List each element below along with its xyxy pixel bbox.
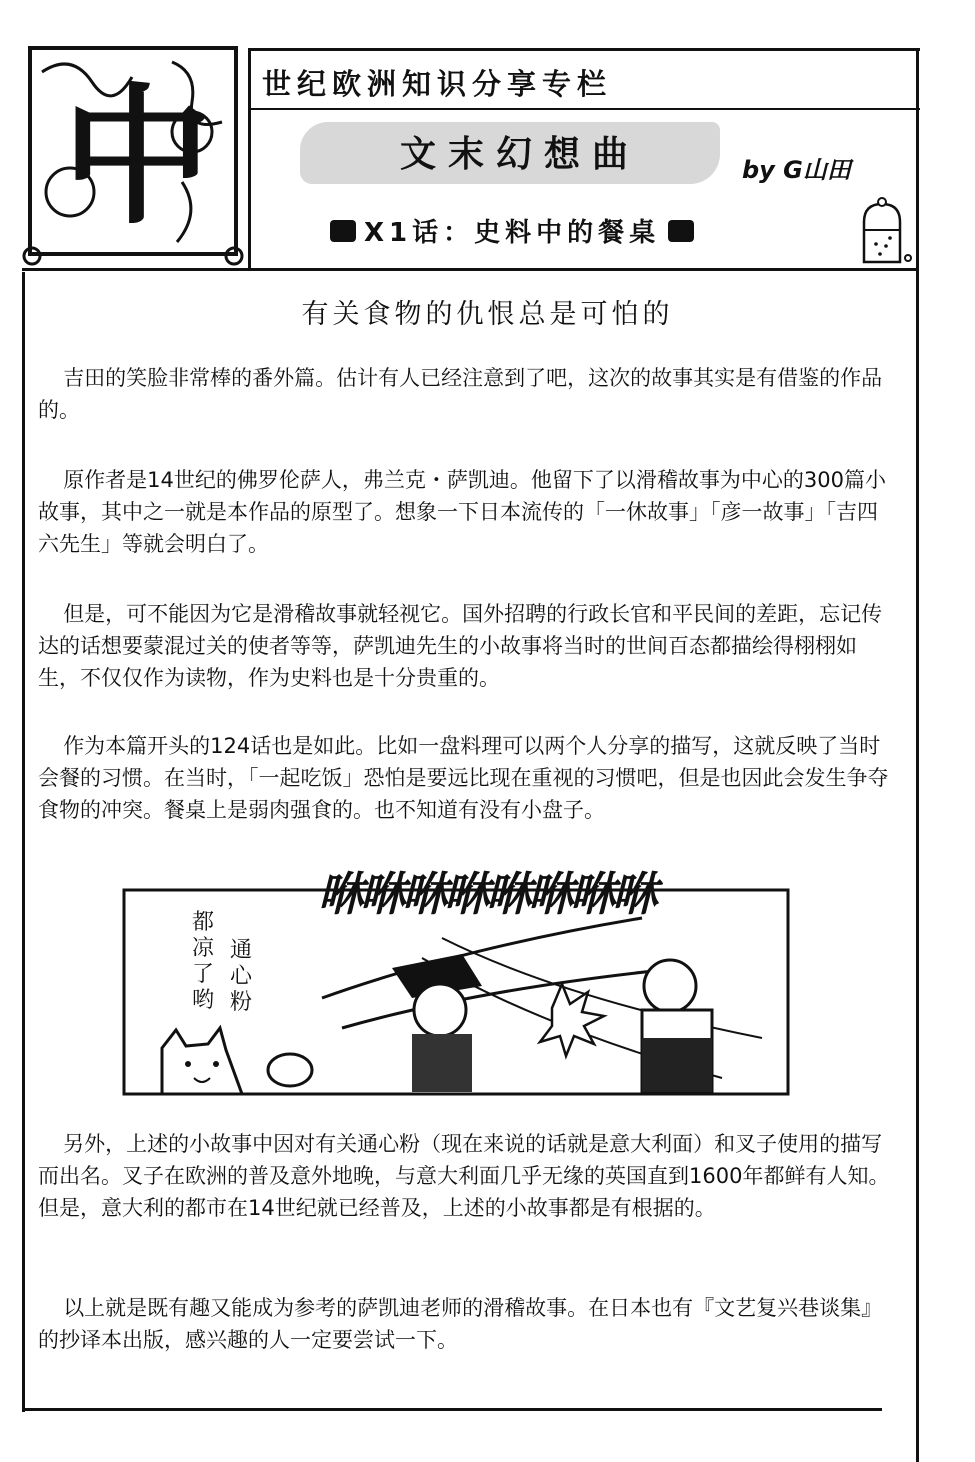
frame-top-line xyxy=(248,48,920,51)
comic-caption-right: 通心粉 xyxy=(230,938,253,1015)
column-title: 文末幻想曲 xyxy=(399,134,640,175)
paragraph-4: 作为本篇开头的124话也是如此。比如一盘料理可以两个人分享的描写，这就反映了当时会餐的习惯。在当时，「一起吃饭」恐怕是要远比现在重视的习惯吧，但是也因此会发生争夺食物的冲突。餐桌上是弱肉强食的。也不知道有没有小盘子。 xyxy=(38,734,889,822)
series-label: 世纪欧洲知识分享专栏 xyxy=(262,67,613,101)
illuminated-logo xyxy=(22,42,244,270)
logo-character: 中 xyxy=(62,69,213,245)
chapter-title: X1话：史料中的餐桌 xyxy=(364,218,661,248)
chapter-mark-left-icon xyxy=(330,220,356,242)
frame-series-underline xyxy=(248,108,920,110)
frame-bottom-line xyxy=(22,1408,882,1411)
frame-right-line xyxy=(916,48,919,1462)
frame-header-left xyxy=(248,48,251,270)
paragraph-1: 吉田的笑脸非常棒的番外篇。估计有人已经注意到了吧，这次的故事其实是有借鉴的作品的。 xyxy=(38,366,883,422)
salt-shaker-icon xyxy=(852,196,912,266)
paragraph-5: 另外，上述的小故事中因对有关通心粉（现在来说的话就是意大利面）和叉子使用的描写而出名。叉子在欧洲的普及意外地晚，与意大利面几乎无缘的英国直到1600年都鲜有人知。但是，意大利的都市在14世纪就已经普及，上述的小故事都是有根据的。 xyxy=(38,1132,890,1220)
chapter-heading xyxy=(330,212,750,249)
paragraph-3: 但是，可不能因为它是滑稽故事就轻视它。国外招聘的行政长官和平民间的差距，忘记传达的话想要蒙混过关的使者等等，萨凯迪先生的小故事将当时的世间百态都描绘得栩栩如生，不仅仅作为读物，作为史料也是十分贵重的。 xyxy=(38,602,883,690)
paragraph-2: 原作者是14世纪的佛罗伦萨人，弗兰克・萨凯迪。他留下了以滑稽故事为中心的300篇小故事，其中之一就是本作品的原型了。想象一下日本流传的「一休故事」「彦一故事」「吉四六先生」等就会明白了。 xyxy=(38,468,886,556)
article-headline: 有关食物的仇恨总是可怕的 xyxy=(301,299,674,330)
paragraph-6: 以上就是既有趣又能成为参考的萨凯迪老师的滑稽故事。在日本也有『文艺复兴巷谈集』的抄译本出版，感兴趣的人一定要尝试一下。 xyxy=(38,1296,883,1352)
chapter-mark-right-icon xyxy=(668,220,694,242)
comic-caption-left: 都凉了哟 xyxy=(192,910,215,1013)
author-credit: by G山田 xyxy=(742,156,851,184)
frame-left-line xyxy=(22,272,25,1412)
comic-panel xyxy=(122,858,790,1098)
comic-sound-effect: 咻咻咻咻咻咻咻咻 xyxy=(318,867,654,921)
